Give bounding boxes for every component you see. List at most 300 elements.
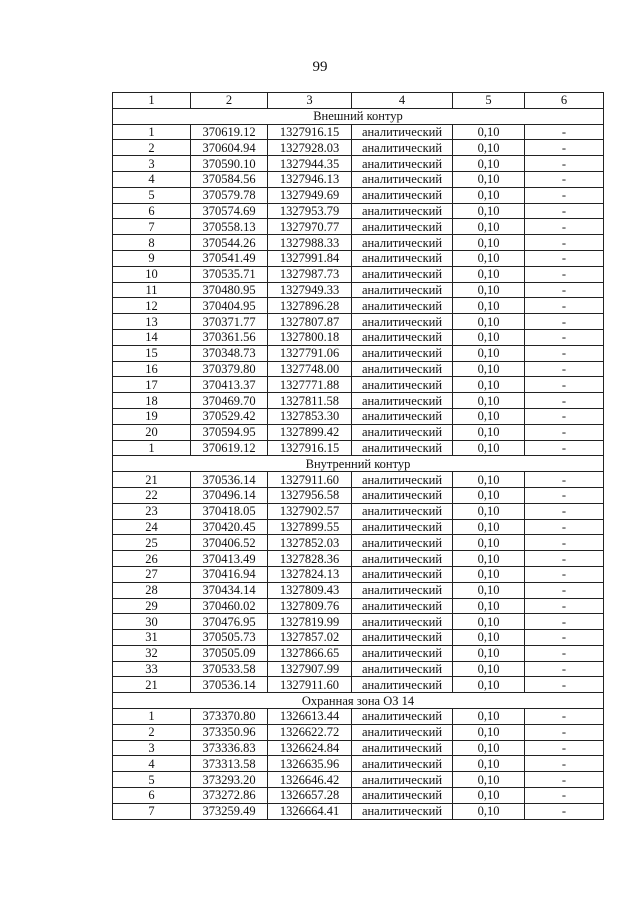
point-number-cell: 31 (113, 630, 191, 646)
table-row (113, 598, 604, 614)
y-coordinate-cell: 1327819.99 (268, 614, 352, 630)
accuracy-cell: 0,10 (453, 740, 525, 756)
note-cell: - (525, 551, 604, 567)
table-row (113, 472, 604, 488)
x-coordinate-cell: 373293.20 (191, 772, 268, 788)
table-row (113, 219, 604, 235)
method-cell: аналитический (352, 803, 453, 819)
method-cell: аналитический (352, 424, 453, 440)
x-coordinate-cell: 370541.49 (191, 250, 268, 266)
x-coordinate-cell: 370480.95 (191, 282, 268, 298)
point-number-cell: 14 (113, 329, 191, 345)
method-cell: аналитический (352, 724, 453, 740)
y-coordinate-cell: 1327911.60 (268, 677, 352, 693)
table-row (113, 424, 604, 440)
accuracy-cell: 0,10 (453, 772, 525, 788)
method-cell: аналитический (352, 661, 453, 677)
note-cell: - (525, 140, 604, 156)
point-number-cell: 6 (113, 203, 191, 219)
x-coordinate-cell: 373370.80 (191, 709, 268, 725)
note-cell: - (525, 187, 604, 203)
note-cell: - (525, 519, 604, 535)
point-number-cell: 4 (113, 756, 191, 772)
table-row (113, 803, 604, 819)
accuracy-cell: 0,10 (453, 203, 525, 219)
column-header-4: 4 (352, 93, 453, 109)
y-coordinate-cell: 1327857.02 (268, 630, 352, 646)
x-coordinate-cell: 370348.73 (191, 345, 268, 361)
table-row (113, 551, 604, 567)
note-cell: - (525, 266, 604, 282)
note-cell: - (525, 487, 604, 503)
accuracy-cell: 0,10 (453, 566, 525, 582)
accuracy-cell: 0,10 (453, 140, 525, 156)
method-cell: аналитический (352, 598, 453, 614)
x-coordinate-cell: 370535.71 (191, 266, 268, 282)
accuracy-cell: 0,10 (453, 519, 525, 535)
y-coordinate-cell: 1327916.15 (268, 124, 352, 140)
note-cell: - (525, 582, 604, 598)
table-row (113, 140, 604, 156)
y-coordinate-cell: 1327791.06 (268, 345, 352, 361)
table-row (113, 345, 604, 361)
table-row (113, 329, 604, 345)
method-cell: аналитический (352, 266, 453, 282)
method-cell: аналитический (352, 250, 453, 266)
point-number-cell: 21 (113, 472, 191, 488)
accuracy-cell: 0,10 (453, 677, 525, 693)
note-cell: - (525, 408, 604, 424)
x-coordinate-cell: 370460.02 (191, 598, 268, 614)
point-number-cell: 33 (113, 661, 191, 677)
y-coordinate-cell: 1327944.35 (268, 156, 352, 172)
column-header-2: 2 (191, 93, 268, 109)
point-number-cell: 2 (113, 724, 191, 740)
method-cell: аналитический (352, 124, 453, 140)
y-coordinate-cell: 1326657.28 (268, 788, 352, 804)
note-cell: - (525, 614, 604, 630)
note-cell: - (525, 329, 604, 345)
note-cell: - (525, 709, 604, 725)
note-cell: - (525, 756, 604, 772)
section-title: Охранная зона ОЗ 14 (113, 693, 604, 709)
accuracy-cell: 0,10 (453, 724, 525, 740)
point-number-cell: 19 (113, 408, 191, 424)
accuracy-cell: 0,10 (453, 535, 525, 551)
method-cell: аналитический (352, 377, 453, 393)
column-header-6: 6 (525, 93, 604, 109)
point-number-cell: 22 (113, 487, 191, 503)
x-coordinate-cell: 370413.49 (191, 551, 268, 567)
point-number-cell: 3 (113, 156, 191, 172)
table-row (113, 266, 604, 282)
table-row (113, 788, 604, 804)
method-cell: аналитический (352, 187, 453, 203)
y-coordinate-cell: 1327824.13 (268, 566, 352, 582)
table-row (113, 740, 604, 756)
point-number-cell: 1 (113, 124, 191, 140)
table-row (113, 298, 604, 314)
point-number-cell: 7 (113, 803, 191, 819)
note-cell: - (525, 219, 604, 235)
method-cell: аналитический (352, 345, 453, 361)
section-title: Внешний контур (113, 108, 604, 124)
y-coordinate-cell: 1326664.41 (268, 803, 352, 819)
method-cell: аналитический (352, 487, 453, 503)
section-row (113, 108, 604, 124)
y-coordinate-cell: 1327771.88 (268, 377, 352, 393)
note-cell: - (525, 203, 604, 219)
accuracy-cell: 0,10 (453, 440, 525, 456)
note-cell: - (525, 250, 604, 266)
y-coordinate-cell: 1327902.57 (268, 503, 352, 519)
accuracy-cell: 0,10 (453, 298, 525, 314)
x-coordinate-cell: 370536.14 (191, 677, 268, 693)
section-title: Внутренний контур (113, 456, 604, 472)
y-coordinate-cell: 1327991.84 (268, 250, 352, 266)
accuracy-cell: 0,10 (453, 645, 525, 661)
method-cell: аналитический (352, 772, 453, 788)
y-coordinate-cell: 1327907.99 (268, 661, 352, 677)
point-number-cell: 5 (113, 187, 191, 203)
x-coordinate-cell: 370496.14 (191, 487, 268, 503)
x-coordinate-cell: 370413.37 (191, 377, 268, 393)
x-coordinate-cell: 370619.12 (191, 440, 268, 456)
accuracy-cell: 0,10 (453, 756, 525, 772)
coordinates-table (112, 92, 604, 820)
accuracy-cell: 0,10 (453, 393, 525, 409)
point-number-cell: 1 (113, 709, 191, 725)
x-coordinate-cell: 373313.58 (191, 756, 268, 772)
note-cell: - (525, 740, 604, 756)
note-cell: - (525, 803, 604, 819)
note-cell: - (525, 630, 604, 646)
table-row (113, 393, 604, 409)
method-cell: аналитический (352, 645, 453, 661)
x-coordinate-cell: 370619.12 (191, 124, 268, 140)
accuracy-cell: 0,10 (453, 124, 525, 140)
point-number-cell: 5 (113, 772, 191, 788)
note-cell: - (525, 377, 604, 393)
table-row (113, 756, 604, 772)
x-coordinate-cell: 370371.77 (191, 314, 268, 330)
y-coordinate-cell: 1327911.60 (268, 472, 352, 488)
method-cell: аналитический (352, 140, 453, 156)
y-coordinate-cell: 1327956.58 (268, 487, 352, 503)
x-coordinate-cell: 370584.56 (191, 171, 268, 187)
point-number-cell: 1 (113, 440, 191, 456)
method-cell: аналитический (352, 408, 453, 424)
table-row (113, 156, 604, 172)
method-cell: аналитический (352, 756, 453, 772)
x-coordinate-cell: 373350.96 (191, 724, 268, 740)
accuracy-cell: 0,10 (453, 487, 525, 503)
note-cell: - (525, 124, 604, 140)
x-coordinate-cell: 370529.42 (191, 408, 268, 424)
x-coordinate-cell: 370579.78 (191, 187, 268, 203)
x-coordinate-cell: 370604.94 (191, 140, 268, 156)
method-cell: аналитический (352, 314, 453, 330)
y-coordinate-cell: 1327916.15 (268, 440, 352, 456)
accuracy-cell: 0,10 (453, 582, 525, 598)
point-number-cell: 4 (113, 171, 191, 187)
method-cell: аналитический (352, 156, 453, 172)
table-row (113, 282, 604, 298)
accuracy-cell: 0,10 (453, 614, 525, 630)
point-number-cell: 28 (113, 582, 191, 598)
method-cell: аналитический (352, 361, 453, 377)
accuracy-cell: 0,10 (453, 377, 525, 393)
point-number-cell: 9 (113, 250, 191, 266)
y-coordinate-cell: 1327946.13 (268, 171, 352, 187)
point-number-cell: 2 (113, 140, 191, 156)
method-cell: аналитический (352, 503, 453, 519)
table-row (113, 377, 604, 393)
accuracy-cell: 0,10 (453, 598, 525, 614)
coordinates-table-body (113, 93, 604, 820)
x-coordinate-cell: 370416.94 (191, 566, 268, 582)
table-row (113, 171, 604, 187)
y-coordinate-cell: 1327807.87 (268, 314, 352, 330)
x-coordinate-cell: 373259.49 (191, 803, 268, 819)
note-cell: - (525, 772, 604, 788)
point-number-cell: 29 (113, 598, 191, 614)
y-coordinate-cell: 1327809.76 (268, 598, 352, 614)
x-coordinate-cell: 370505.09 (191, 645, 268, 661)
note-cell: - (525, 282, 604, 298)
table-row (113, 440, 604, 456)
point-number-cell: 7 (113, 219, 191, 235)
y-coordinate-cell: 1327899.42 (268, 424, 352, 440)
method-cell: аналитический (352, 614, 453, 630)
x-coordinate-cell: 370594.95 (191, 424, 268, 440)
table-row (113, 314, 604, 330)
x-coordinate-cell: 370505.73 (191, 630, 268, 646)
table-row (113, 361, 604, 377)
y-coordinate-cell: 1327953.79 (268, 203, 352, 219)
table-row (113, 503, 604, 519)
y-coordinate-cell: 1327800.18 (268, 329, 352, 345)
accuracy-cell: 0,10 (453, 472, 525, 488)
point-number-cell: 10 (113, 266, 191, 282)
table-row (113, 187, 604, 203)
y-coordinate-cell: 1327987.73 (268, 266, 352, 282)
column-header-1: 1 (113, 93, 191, 109)
point-number-cell: 8 (113, 235, 191, 251)
accuracy-cell: 0,10 (453, 630, 525, 646)
column-header-5: 5 (453, 93, 525, 109)
table-row (113, 250, 604, 266)
note-cell: - (525, 535, 604, 551)
y-coordinate-cell: 1326624.84 (268, 740, 352, 756)
note-cell: - (525, 361, 604, 377)
point-number-cell: 21 (113, 677, 191, 693)
accuracy-cell: 0,10 (453, 709, 525, 725)
x-coordinate-cell: 373336.83 (191, 740, 268, 756)
method-cell: аналитический (352, 329, 453, 345)
x-coordinate-cell: 370434.14 (191, 582, 268, 598)
x-coordinate-cell: 370420.45 (191, 519, 268, 535)
note-cell: - (525, 566, 604, 582)
point-number-cell: 32 (113, 645, 191, 661)
method-cell: аналитический (352, 677, 453, 693)
table-row (113, 772, 604, 788)
point-number-cell: 23 (113, 503, 191, 519)
y-coordinate-cell: 1327949.33 (268, 282, 352, 298)
method-cell: аналитический (352, 535, 453, 551)
accuracy-cell: 0,10 (453, 171, 525, 187)
accuracy-cell: 0,10 (453, 788, 525, 804)
y-coordinate-cell: 1327970.77 (268, 219, 352, 235)
x-coordinate-cell: 370558.13 (191, 219, 268, 235)
table-row (113, 677, 604, 693)
note-cell: - (525, 393, 604, 409)
accuracy-cell: 0,10 (453, 551, 525, 567)
method-cell: аналитический (352, 282, 453, 298)
point-number-cell: 3 (113, 740, 191, 756)
section-row (113, 456, 604, 472)
y-coordinate-cell: 1327949.69 (268, 187, 352, 203)
accuracy-cell: 0,10 (453, 361, 525, 377)
x-coordinate-cell: 370533.58 (191, 661, 268, 677)
x-coordinate-cell: 370574.69 (191, 203, 268, 219)
method-cell: аналитический (352, 582, 453, 598)
note-cell: - (525, 472, 604, 488)
table-row (113, 235, 604, 251)
method-cell: аналитический (352, 203, 453, 219)
point-number-cell: 16 (113, 361, 191, 377)
point-number-cell: 6 (113, 788, 191, 804)
x-coordinate-cell: 370536.14 (191, 472, 268, 488)
x-coordinate-cell: 370590.10 (191, 156, 268, 172)
accuracy-cell: 0,10 (453, 187, 525, 203)
y-coordinate-cell: 1327828.36 (268, 551, 352, 567)
y-coordinate-cell: 1326613.44 (268, 709, 352, 725)
point-number-cell: 30 (113, 614, 191, 630)
note-cell: - (525, 314, 604, 330)
x-coordinate-cell: 373272.86 (191, 788, 268, 804)
table-row (113, 614, 604, 630)
method-cell: аналитический (352, 788, 453, 804)
method-cell: аналитический (352, 171, 453, 187)
note-cell: - (525, 661, 604, 677)
method-cell: аналитический (352, 551, 453, 567)
point-number-cell: 25 (113, 535, 191, 551)
note-cell: - (525, 645, 604, 661)
y-coordinate-cell: 1327899.55 (268, 519, 352, 535)
y-coordinate-cell: 1327896.28 (268, 298, 352, 314)
table-row (113, 630, 604, 646)
method-cell: аналитический (352, 298, 453, 314)
y-coordinate-cell: 1326622.72 (268, 724, 352, 740)
y-coordinate-cell: 1327853.30 (268, 408, 352, 424)
accuracy-cell: 0,10 (453, 156, 525, 172)
method-cell: аналитический (352, 519, 453, 535)
method-cell: аналитический (352, 393, 453, 409)
table-row (113, 487, 604, 503)
point-number-cell: 11 (113, 282, 191, 298)
accuracy-cell: 0,10 (453, 661, 525, 677)
table-row (113, 709, 604, 725)
table-row (113, 535, 604, 551)
point-number-cell: 24 (113, 519, 191, 535)
header-row (113, 93, 604, 109)
note-cell: - (525, 677, 604, 693)
accuracy-cell: 0,10 (453, 803, 525, 819)
x-coordinate-cell: 370404.95 (191, 298, 268, 314)
method-cell: аналитический (352, 740, 453, 756)
accuracy-cell: 0,10 (453, 219, 525, 235)
note-cell: - (525, 235, 604, 251)
x-coordinate-cell: 370361.56 (191, 329, 268, 345)
x-coordinate-cell: 370476.95 (191, 614, 268, 630)
accuracy-cell: 0,10 (453, 235, 525, 251)
point-number-cell: 17 (113, 377, 191, 393)
note-cell: - (525, 424, 604, 440)
x-coordinate-cell: 370379.80 (191, 361, 268, 377)
note-cell: - (525, 440, 604, 456)
note-cell: - (525, 788, 604, 804)
y-coordinate-cell: 1327988.33 (268, 235, 352, 251)
table-row (113, 661, 604, 677)
y-coordinate-cell: 1327928.03 (268, 140, 352, 156)
note-cell: - (525, 156, 604, 172)
x-coordinate-cell: 370406.52 (191, 535, 268, 551)
y-coordinate-cell: 1327811.58 (268, 393, 352, 409)
accuracy-cell: 0,10 (453, 424, 525, 440)
x-coordinate-cell: 370418.05 (191, 503, 268, 519)
note-cell: - (525, 598, 604, 614)
note-cell: - (525, 171, 604, 187)
note-cell: - (525, 298, 604, 314)
point-number-cell: 12 (113, 298, 191, 314)
accuracy-cell: 0,10 (453, 329, 525, 345)
table-row (113, 724, 604, 740)
method-cell: аналитический (352, 235, 453, 251)
point-number-cell: 20 (113, 424, 191, 440)
point-number-cell: 18 (113, 393, 191, 409)
method-cell: аналитический (352, 219, 453, 235)
method-cell: аналитический (352, 440, 453, 456)
accuracy-cell: 0,10 (453, 408, 525, 424)
y-coordinate-cell: 1326646.42 (268, 772, 352, 788)
point-number-cell: 27 (113, 566, 191, 582)
table-row (113, 203, 604, 219)
table-row (113, 408, 604, 424)
y-coordinate-cell: 1326635.96 (268, 756, 352, 772)
table-row (113, 645, 604, 661)
y-coordinate-cell: 1327748.00 (268, 361, 352, 377)
note-cell: - (525, 503, 604, 519)
method-cell: аналитический (352, 566, 453, 582)
point-number-cell: 13 (113, 314, 191, 330)
method-cell: аналитический (352, 472, 453, 488)
table-row (113, 519, 604, 535)
accuracy-cell: 0,10 (453, 266, 525, 282)
page-number: 99 (312, 59, 328, 75)
point-number-cell: 15 (113, 345, 191, 361)
accuracy-cell: 0,10 (453, 503, 525, 519)
note-cell: - (525, 345, 604, 361)
section-row (113, 693, 604, 709)
y-coordinate-cell: 1327866.65 (268, 645, 352, 661)
point-number-cell: 26 (113, 551, 191, 567)
x-coordinate-cell: 370469.70 (191, 393, 268, 409)
table-row (113, 124, 604, 140)
y-coordinate-cell: 1327852.03 (268, 535, 352, 551)
table-row (113, 582, 604, 598)
accuracy-cell: 0,10 (453, 282, 525, 298)
